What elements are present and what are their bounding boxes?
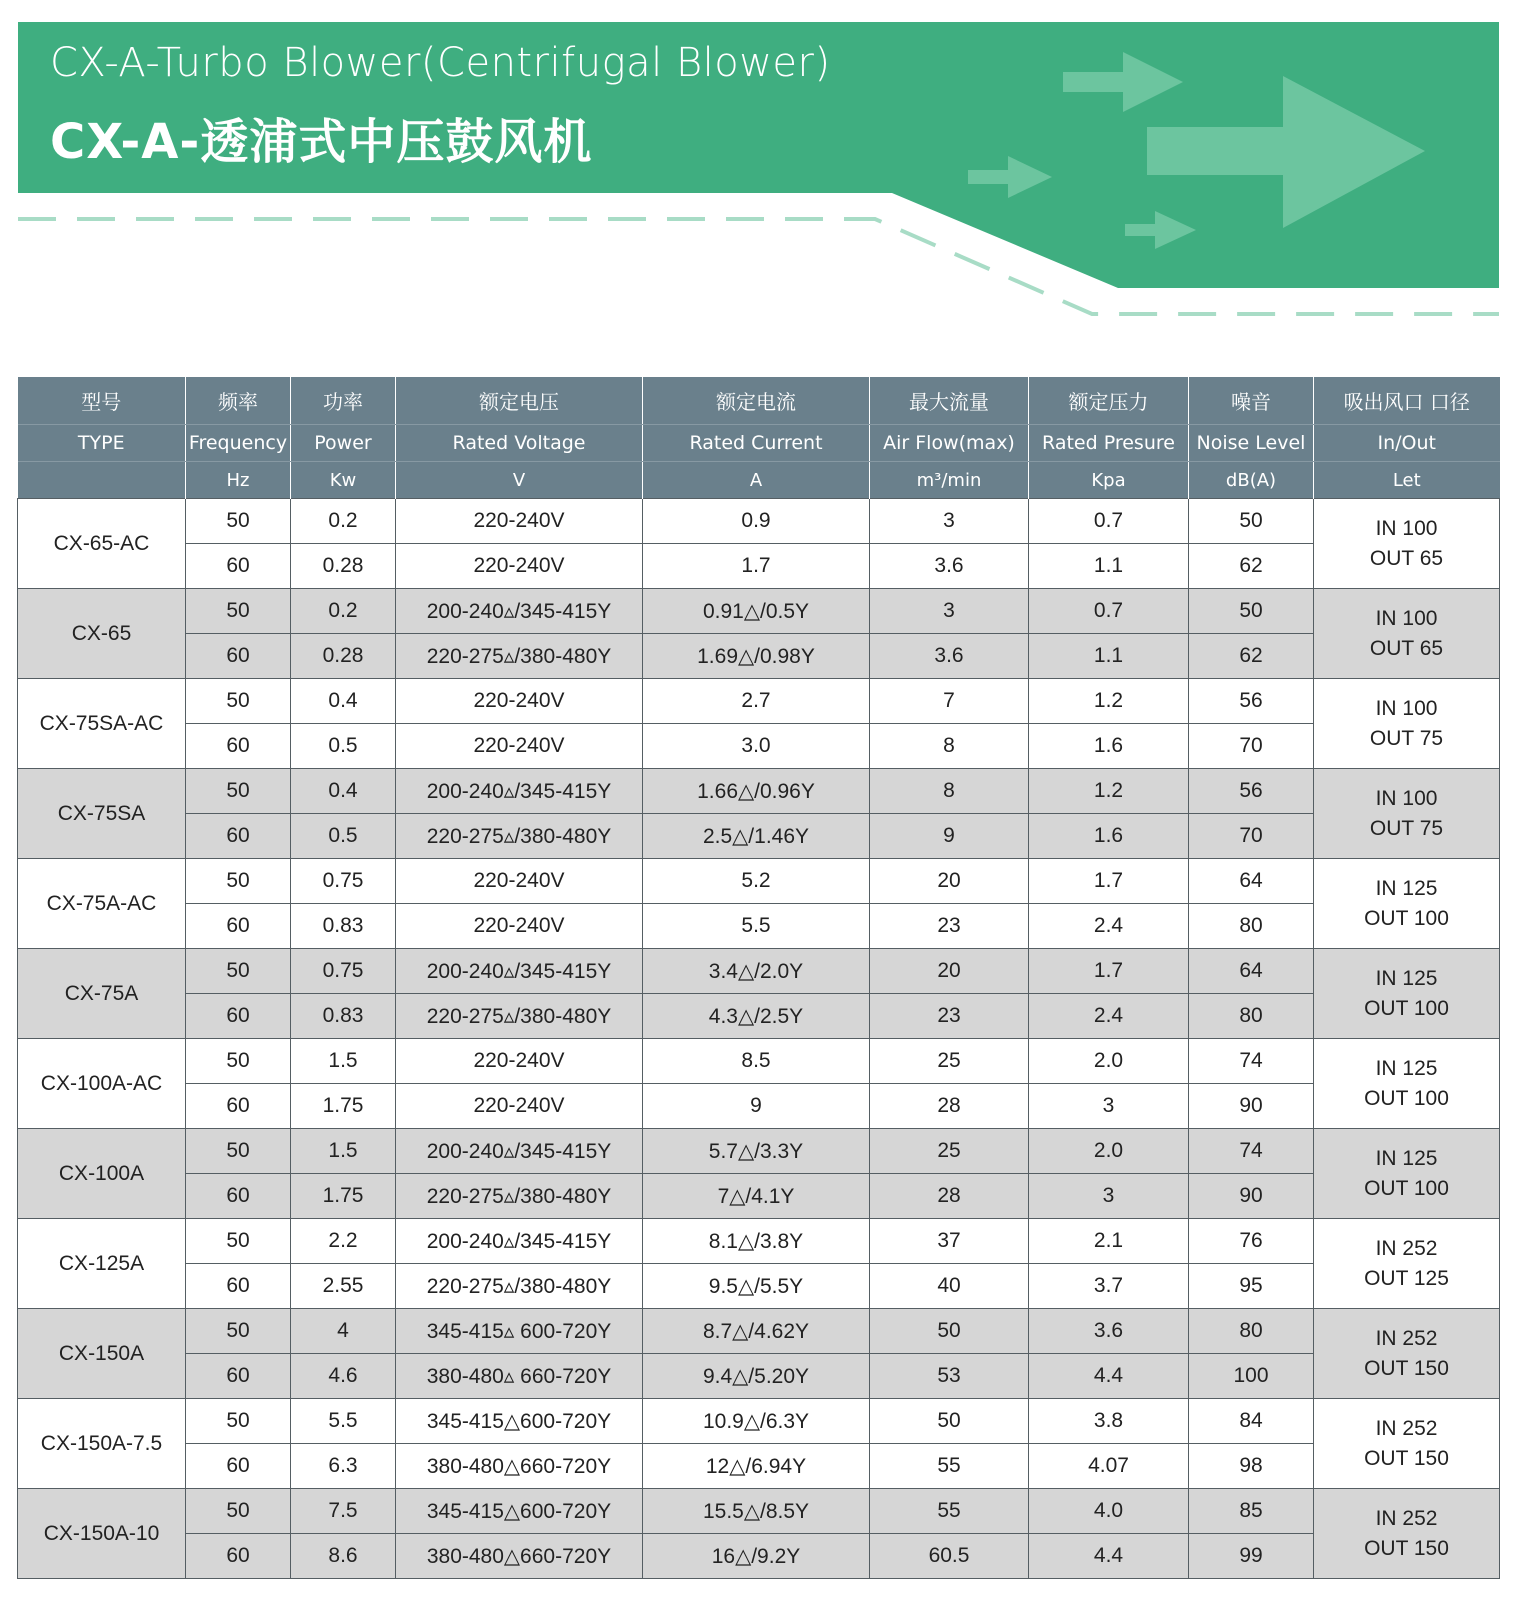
- current-cell: 1.66△/0.96Y: [643, 769, 870, 814]
- power-cell: 0.28: [291, 544, 396, 589]
- voltage-cell: 200-240▵/345-415Y: [396, 949, 643, 994]
- table-row: [18, 724, 1500, 769]
- voltage-cell: 220-240V: [396, 724, 643, 769]
- voltage-cell: 380-480▵ 660-720Y: [396, 1354, 643, 1399]
- frequency-cell: 60: [186, 994, 291, 1039]
- frequency-cell: 60: [186, 724, 291, 769]
- model-type-cell: CX-65-AC: [18, 499, 186, 589]
- noise-cell: 56: [1189, 679, 1314, 724]
- inlet-outlet-cell: [1314, 1309, 1500, 1399]
- power-cell: 6.3: [291, 1444, 396, 1489]
- title-chinese: CX-A-透浦式中压鼓风机: [50, 114, 593, 170]
- frequency-cell: 50: [186, 949, 291, 994]
- frequency-cell: 50: [186, 1129, 291, 1174]
- header-cell-cn: 最大流量: [870, 377, 1029, 425]
- header-cell-en: Power: [291, 425, 396, 462]
- noise-cell: 90: [1189, 1084, 1314, 1129]
- airflow-cell: 20: [870, 949, 1029, 994]
- pressure-cell: 1.7: [1029, 949, 1189, 994]
- frequency-cell: 50: [186, 1219, 291, 1264]
- power-cell: 0.2: [291, 499, 396, 544]
- model-type-cell: CX-150A: [18, 1309, 186, 1399]
- model-type-cell: CX-100A: [18, 1129, 186, 1219]
- model-type-cell: CX-75A: [18, 949, 186, 1039]
- voltage-cell: 345-415△600-720Y: [396, 1399, 643, 1444]
- airflow-cell: 37: [870, 1219, 1029, 1264]
- pressure-cell: 4.4: [1029, 1354, 1189, 1399]
- frequency-cell: 50: [186, 499, 291, 544]
- airflow-cell: 60.5: [870, 1534, 1029, 1579]
- inlet-outlet-cell: [1314, 589, 1500, 679]
- pressure-cell: 3.7: [1029, 1264, 1189, 1309]
- current-cell: 9: [643, 1084, 870, 1129]
- pressure-cell: 1.7: [1029, 859, 1189, 904]
- airflow-cell: 7: [870, 679, 1029, 724]
- current-cell: 9.5△/5.5Y: [643, 1264, 870, 1309]
- header-row-units: [18, 462, 1500, 499]
- header-cell-cn: 额定压力: [1029, 377, 1189, 425]
- airflow-cell: 53: [870, 1354, 1029, 1399]
- header-cell-en: Noise Level: [1189, 425, 1314, 462]
- pressure-cell: 2.4: [1029, 994, 1189, 1039]
- frequency-cell: 60: [186, 904, 291, 949]
- airflow-cell: 3: [870, 499, 1029, 544]
- airflow-cell: 25: [870, 1039, 1029, 1084]
- voltage-cell: 200-240▵/345-415Y: [396, 1129, 643, 1174]
- frequency-cell: 60: [186, 544, 291, 589]
- header-cell-en: Rated Current: [643, 425, 870, 462]
- airflow-cell: 50: [870, 1309, 1029, 1354]
- table-row: [18, 499, 1500, 544]
- voltage-cell: 200-240▵/345-415Y: [396, 589, 643, 634]
- pressure-cell: 1.6: [1029, 724, 1189, 769]
- header-cell-cn: 额定电压: [396, 377, 643, 425]
- outlet-size: OUT 75: [1369, 726, 1444, 750]
- header-cell-cn: 额定电流: [643, 377, 870, 425]
- table-row: [18, 769, 1500, 814]
- outlet-size: OUT 75: [1369, 816, 1444, 840]
- current-cell: 16△/9.2Y: [643, 1534, 870, 1579]
- inlet-size: IN 252: [1375, 1506, 1438, 1530]
- noise-cell: 90: [1189, 1174, 1314, 1219]
- inlet-outlet-cell: [1314, 679, 1500, 769]
- noise-cell: 50: [1189, 499, 1314, 544]
- airflow-cell: 23: [870, 994, 1029, 1039]
- header-cell-en: Rated Voltage: [396, 425, 643, 462]
- header-cell-cn: 吸出风口 口径: [1314, 377, 1500, 425]
- frequency-cell: 50: [186, 769, 291, 814]
- power-cell: 1.5: [291, 1129, 396, 1174]
- frequency-cell: 50: [186, 1309, 291, 1354]
- power-cell: 0.4: [291, 679, 396, 724]
- pressure-cell: 2.1: [1029, 1219, 1189, 1264]
- model-type-cell: CX-75A-AC: [18, 859, 186, 949]
- pressure-cell: 4.07: [1029, 1444, 1189, 1489]
- power-cell: 4: [291, 1309, 396, 1354]
- power-cell: 0.75: [291, 949, 396, 994]
- current-cell: 1.7: [643, 544, 870, 589]
- voltage-cell: 200-240▵/345-415Y: [396, 1219, 643, 1264]
- header-cell-cn: 功率: [291, 377, 396, 425]
- noise-cell: 64: [1189, 949, 1314, 994]
- header-cell-cn: 频率: [186, 377, 291, 425]
- current-cell: 7△/4.1Y: [643, 1174, 870, 1219]
- airflow-cell: 8: [870, 769, 1029, 814]
- table-row: [18, 1489, 1500, 1534]
- table-row: [18, 1039, 1500, 1084]
- outlet-size: OUT 150: [1364, 1356, 1449, 1380]
- inlet-outlet-cell: [1314, 769, 1500, 859]
- airflow-cell: 55: [870, 1489, 1029, 1534]
- inlet-outlet-cell: [1314, 1219, 1500, 1309]
- header-cell-unit: m³/min: [870, 462, 1029, 499]
- voltage-cell: 220-275▵/380-480Y: [396, 814, 643, 859]
- airflow-cell: 40: [870, 1264, 1029, 1309]
- table-row: [18, 589, 1500, 634]
- frequency-cell: 60: [186, 1354, 291, 1399]
- pressure-cell: 1.1: [1029, 634, 1189, 679]
- voltage-cell: 345-415▵ 600-720Y: [396, 1309, 643, 1354]
- current-cell: 9.4△/5.20Y: [643, 1354, 870, 1399]
- voltage-cell: 220-240V: [396, 1039, 643, 1084]
- model-type-cell: CX-65: [18, 589, 186, 679]
- power-cell: 7.5: [291, 1489, 396, 1534]
- power-cell: 2.55: [291, 1264, 396, 1309]
- power-cell: 1.5: [291, 1039, 396, 1084]
- inlet-outlet-cell: [1314, 949, 1500, 1039]
- inlet-size: IN 252: [1375, 1326, 1438, 1350]
- header-cell-unit: Kpa: [1029, 462, 1189, 499]
- current-cell: 5.7△/3.3Y: [643, 1129, 870, 1174]
- header-cell-en: Rated Presure: [1029, 425, 1189, 462]
- table-row: [18, 1444, 1500, 1489]
- table-row: [18, 1264, 1500, 1309]
- pressure-cell: 2.0: [1029, 1039, 1189, 1084]
- pressure-cell: 3.8: [1029, 1399, 1189, 1444]
- inlet-size: IN 125: [1375, 876, 1438, 900]
- table-row: [18, 544, 1500, 589]
- pressure-cell: 3.6: [1029, 1309, 1189, 1354]
- table-row: [18, 1309, 1500, 1354]
- current-cell: 2.5△/1.46Y: [643, 814, 870, 859]
- spec-table-body: [18, 499, 1500, 1579]
- voltage-cell: 220-275▵/380-480Y: [396, 1264, 643, 1309]
- frequency-cell: 50: [186, 589, 291, 634]
- current-cell: 8.7△/4.62Y: [643, 1309, 870, 1354]
- header-cell-unit: dB(A): [1189, 462, 1314, 499]
- title-english: CX-A-Turbo Blower(Centrifugal Blower): [50, 40, 831, 86]
- table-row: [18, 679, 1500, 724]
- voltage-cell: 220-240V: [396, 904, 643, 949]
- airflow-cell: 3.6: [870, 544, 1029, 589]
- noise-cell: 80: [1189, 904, 1314, 949]
- inlet-size: IN 125: [1375, 1146, 1438, 1170]
- noise-cell: 99: [1189, 1534, 1314, 1579]
- voltage-cell: 380-480△660-720Y: [396, 1534, 643, 1579]
- power-cell: 1.75: [291, 1084, 396, 1129]
- model-type-cell: CX-100A-AC: [18, 1039, 186, 1129]
- airflow-cell: 50: [870, 1399, 1029, 1444]
- frequency-cell: 60: [186, 1444, 291, 1489]
- header-cell-en: Frequency: [186, 425, 291, 462]
- inlet-size: IN 100: [1375, 606, 1438, 630]
- header-cell-en: Air Flow(max): [870, 425, 1029, 462]
- current-cell: 5.2: [643, 859, 870, 904]
- model-type-cell: CX-125A: [18, 1219, 186, 1309]
- inlet-outlet-cell: [1314, 1399, 1500, 1489]
- table-row: [18, 814, 1500, 859]
- power-cell: 0.5: [291, 814, 396, 859]
- pressure-cell: 4.0: [1029, 1489, 1189, 1534]
- voltage-cell: 200-240▵/345-415Y: [396, 769, 643, 814]
- frequency-cell: 60: [186, 814, 291, 859]
- current-cell: 0.9: [643, 499, 870, 544]
- header-cell-unit: Let: [1314, 462, 1500, 499]
- table-row: [18, 634, 1500, 679]
- voltage-cell: 220-240V: [396, 499, 643, 544]
- noise-cell: 74: [1189, 1129, 1314, 1174]
- power-cell: 0.5: [291, 724, 396, 769]
- current-cell: 8.1△/3.8Y: [643, 1219, 870, 1264]
- header-cell-en: TYPE: [18, 425, 186, 462]
- power-cell: 5.5: [291, 1399, 396, 1444]
- header-cell-unit: Kw: [291, 462, 396, 499]
- power-cell: 0.2: [291, 589, 396, 634]
- voltage-cell: 220-240V: [396, 1084, 643, 1129]
- outlet-size: OUT 150: [1364, 1446, 1449, 1470]
- frequency-cell: 60: [186, 1264, 291, 1309]
- frequency-cell: 60: [186, 1174, 291, 1219]
- current-cell: 4.3△/2.5Y: [643, 994, 870, 1039]
- power-cell: 1.75: [291, 1174, 396, 1219]
- outlet-size: OUT 100: [1364, 906, 1449, 930]
- airflow-cell: 20: [870, 859, 1029, 904]
- power-cell: 0.28: [291, 634, 396, 679]
- table-row: [18, 859, 1500, 904]
- noise-cell: 80: [1189, 1309, 1314, 1354]
- voltage-cell: 220-275▵/380-480Y: [396, 994, 643, 1039]
- inlet-outlet-cell: [1314, 1489, 1500, 1579]
- current-cell: 2.7: [643, 679, 870, 724]
- power-cell: 8.6: [291, 1534, 396, 1579]
- inlet-size: IN 100: [1375, 696, 1438, 720]
- header-cell-unit: A: [643, 462, 870, 499]
- noise-cell: 98: [1189, 1444, 1314, 1489]
- inlet-size: IN 100: [1375, 516, 1438, 540]
- power-cell: 0.83: [291, 994, 396, 1039]
- header-cell-unit: [18, 462, 186, 499]
- inlet-size: IN 125: [1375, 966, 1438, 990]
- frequency-cell: 50: [186, 679, 291, 724]
- voltage-cell: 220-240V: [396, 679, 643, 724]
- airflow-cell: 23: [870, 904, 1029, 949]
- current-cell: 3.4△/2.0Y: [643, 949, 870, 994]
- table-row: [18, 1399, 1500, 1444]
- airflow-cell: 25: [870, 1129, 1029, 1174]
- outlet-size: OUT 65: [1369, 636, 1444, 660]
- airflow-cell: 3.6: [870, 634, 1029, 679]
- airflow-cell: 8: [870, 724, 1029, 769]
- pressure-cell: 3: [1029, 1174, 1189, 1219]
- airflow-cell: 28: [870, 1174, 1029, 1219]
- header-cell-cn: 噪音: [1189, 377, 1314, 425]
- inlet-outlet-cell: [1314, 859, 1500, 949]
- current-cell: 12△/6.94Y: [643, 1444, 870, 1489]
- voltage-cell: 220-275▵/380-480Y: [396, 634, 643, 679]
- pressure-cell: 4.4: [1029, 1534, 1189, 1579]
- header-row-chinese: [18, 377, 1500, 425]
- header-cell-unit: Hz: [186, 462, 291, 499]
- airflow-cell: 3: [870, 589, 1029, 634]
- header-cell-cn: 型号: [18, 377, 186, 425]
- noise-cell: 95: [1189, 1264, 1314, 1309]
- noise-cell: 50: [1189, 589, 1314, 634]
- noise-cell: 74: [1189, 1039, 1314, 1084]
- voltage-cell: 220-240V: [396, 859, 643, 904]
- noise-cell: 80: [1189, 994, 1314, 1039]
- noise-cell: 62: [1189, 544, 1314, 589]
- table-row: [18, 994, 1500, 1039]
- outlet-size: OUT 100: [1364, 996, 1449, 1020]
- power-cell: 0.75: [291, 859, 396, 904]
- pressure-cell: 1.1: [1029, 544, 1189, 589]
- voltage-cell: 380-480△660-720Y: [396, 1444, 643, 1489]
- outlet-size: OUT 150: [1364, 1536, 1449, 1560]
- frequency-cell: 60: [186, 1084, 291, 1129]
- pressure-cell: 2.0: [1029, 1129, 1189, 1174]
- header-row-english: [18, 425, 1500, 462]
- inlet-size: IN 252: [1375, 1416, 1438, 1440]
- inlet-outlet-cell: [1314, 1129, 1500, 1219]
- noise-cell: 76: [1189, 1219, 1314, 1264]
- inlet-size: IN 252: [1375, 1236, 1438, 1260]
- noise-cell: 62: [1189, 634, 1314, 679]
- outlet-size: OUT 65: [1369, 546, 1444, 570]
- inlet-size: IN 125: [1375, 1056, 1438, 1080]
- header-banner: [0, 0, 1514, 330]
- current-cell: 1.69△/0.98Y: [643, 634, 870, 679]
- inlet-size: IN 100: [1375, 786, 1438, 810]
- pressure-cell: 0.7: [1029, 589, 1189, 634]
- current-cell: 15.5△/8.5Y: [643, 1489, 870, 1534]
- model-type-cell: CX-75SA: [18, 769, 186, 859]
- table-row: [18, 1129, 1500, 1174]
- model-type-cell: CX-75SA-AC: [18, 679, 186, 769]
- outlet-size: OUT 125: [1364, 1266, 1449, 1290]
- pressure-cell: 3: [1029, 1084, 1189, 1129]
- airflow-cell: 9: [870, 814, 1029, 859]
- spec-table: [17, 377, 1500, 1579]
- inlet-outlet-cell: [1314, 499, 1500, 589]
- outlet-size: OUT 100: [1364, 1176, 1449, 1200]
- pressure-cell: 1.2: [1029, 679, 1189, 724]
- noise-cell: 70: [1189, 814, 1314, 859]
- pressure-cell: 1.6: [1029, 814, 1189, 859]
- table-row: [18, 1174, 1500, 1219]
- voltage-cell: 345-415△600-720Y: [396, 1489, 643, 1534]
- inlet-outlet-cell: [1314, 1039, 1500, 1129]
- airflow-cell: 28: [870, 1084, 1029, 1129]
- power-cell: 2.2: [291, 1219, 396, 1264]
- power-cell: 4.6: [291, 1354, 396, 1399]
- voltage-cell: 220-240V: [396, 544, 643, 589]
- voltage-cell: 220-275▵/380-480Y: [396, 1174, 643, 1219]
- table-row: [18, 904, 1500, 949]
- frequency-cell: 50: [186, 1489, 291, 1534]
- noise-cell: 84: [1189, 1399, 1314, 1444]
- current-cell: 8.5: [643, 1039, 870, 1084]
- pressure-cell: 0.7: [1029, 499, 1189, 544]
- current-cell: 5.5: [643, 904, 870, 949]
- table-row: [18, 949, 1500, 994]
- model-type-cell: CX-150A-7.5: [18, 1399, 186, 1489]
- outlet-size: OUT 100: [1364, 1086, 1449, 1110]
- current-cell: 10.9△/6.3Y: [643, 1399, 870, 1444]
- current-cell: 3.0: [643, 724, 870, 769]
- noise-cell: 70: [1189, 724, 1314, 769]
- frequency-cell: 50: [186, 859, 291, 904]
- frequency-cell: 50: [186, 1039, 291, 1084]
- table-row: [18, 1219, 1500, 1264]
- frequency-cell: 50: [186, 1399, 291, 1444]
- frequency-cell: 60: [186, 634, 291, 679]
- table-row: [18, 1534, 1500, 1579]
- noise-cell: 64: [1189, 859, 1314, 904]
- noise-cell: 56: [1189, 769, 1314, 814]
- noise-cell: 85: [1189, 1489, 1314, 1534]
- noise-cell: 100: [1189, 1354, 1314, 1399]
- power-cell: 0.83: [291, 904, 396, 949]
- header-cell-en: In/Out: [1314, 425, 1500, 462]
- header-cell-unit: V: [396, 462, 643, 499]
- airflow-cell: 55: [870, 1444, 1029, 1489]
- current-cell: 0.91△/0.5Y: [643, 589, 870, 634]
- pressure-cell: 2.4: [1029, 904, 1189, 949]
- table-row: [18, 1084, 1500, 1129]
- pressure-cell: 1.2: [1029, 769, 1189, 814]
- model-type-cell: CX-150A-10: [18, 1489, 186, 1579]
- power-cell: 0.4: [291, 769, 396, 814]
- table-row: [18, 1354, 1500, 1399]
- frequency-cell: 60: [186, 1534, 291, 1579]
